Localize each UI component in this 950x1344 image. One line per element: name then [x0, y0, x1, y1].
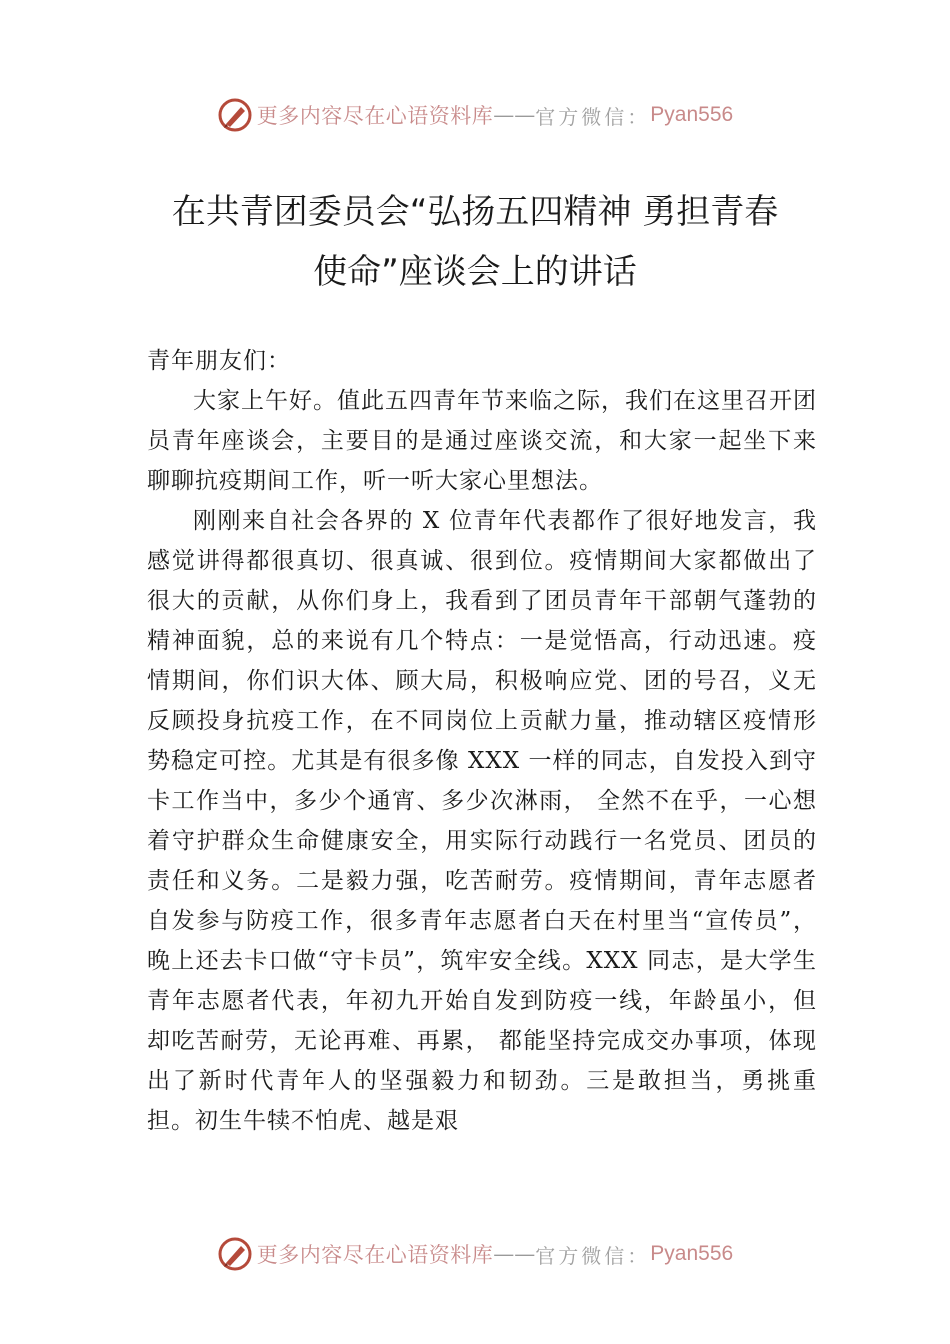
- salutation: 青年朋友们：: [147, 348, 291, 374]
- banner-label: 官方微信：: [535, 1243, 651, 1268]
- paragraph-1: 大家上午好。值此五四青年节来临之际，我们在这里召开团员青年座谈会，主要目的是通过座谈交流，和大家一起坐下来聊聊抗疫期间工作，听一听大家心里想法。: [147, 388, 817, 494]
- banner-separator: ——: [493, 103, 536, 127]
- pen-logo-icon: [217, 97, 253, 133]
- banner-text: 更多内容尽在心语资料库: [256, 1243, 494, 1267]
- banner-wechat-id: Pyan556: [650, 1242, 734, 1265]
- title-line-1: 在共青团委员会“弘扬五四精神 勇担青春: [171, 192, 779, 232]
- watermark-banner-top: [0, 95, 950, 135]
- watermark-banner-bottom: [0, 1234, 950, 1274]
- pen-logo-icon: [217, 1236, 253, 1272]
- paragraph-2: 刚刚来自社会各界的 X 位青年代表都作了很好地发言，我感觉讲得都很真切、很真诚、很到位。疫情期间大家都做出了很大的贡献，从你们身上，我看到了团员青年干部朝气蓬勃的精神面貌，总的来说有几个特点：一是觉悟高，行动迅速。疫情期间，你们识大体、顾大局，积极响应党、团的号召，义无反顾投身抗疫工作，在不同岗位上贡献力量，推动辖区疫情形势稳定可控。尤其是有很多像 XXX 一样的同志，自发投入到守卡工作当中，多少个通宵、多少次淋雨， 全然不在乎，一心想着守护群众生命健康安全，用实际行动践行一名党员、团员的责任和义务。二是毅力强，吃苦耐劳。疫情期间，青年志愿者自发参与防疫工作，很多青年志愿者白天在村里当“宣传员”，晚上还去卡口做“守卡员”，筑牢安全线。XXX 同志，是大学生青年志愿者代表，年初九开始自发到防疫一线，年龄虽小，但却吃苦耐劳，无论再难、再累， 都能坚持完成交办事项，体现出了新时代青年人的坚强毅力和韧劲。三是敢担当，勇挑重担。初生牛犊不怕虎、越是艰: [147, 508, 817, 1134]
- banner-wechat-id: Pyan556: [650, 103, 734, 126]
- banner-text: 更多内容尽在心语资料库: [256, 104, 494, 128]
- banner-separator: ——: [493, 1242, 536, 1266]
- banner-label: 官方微信：: [535, 104, 651, 129]
- document-body: [147, 341, 817, 1141]
- title-line-2: 使命”座谈会上的讲话: [313, 252, 637, 292]
- document-title: [140, 182, 810, 302]
